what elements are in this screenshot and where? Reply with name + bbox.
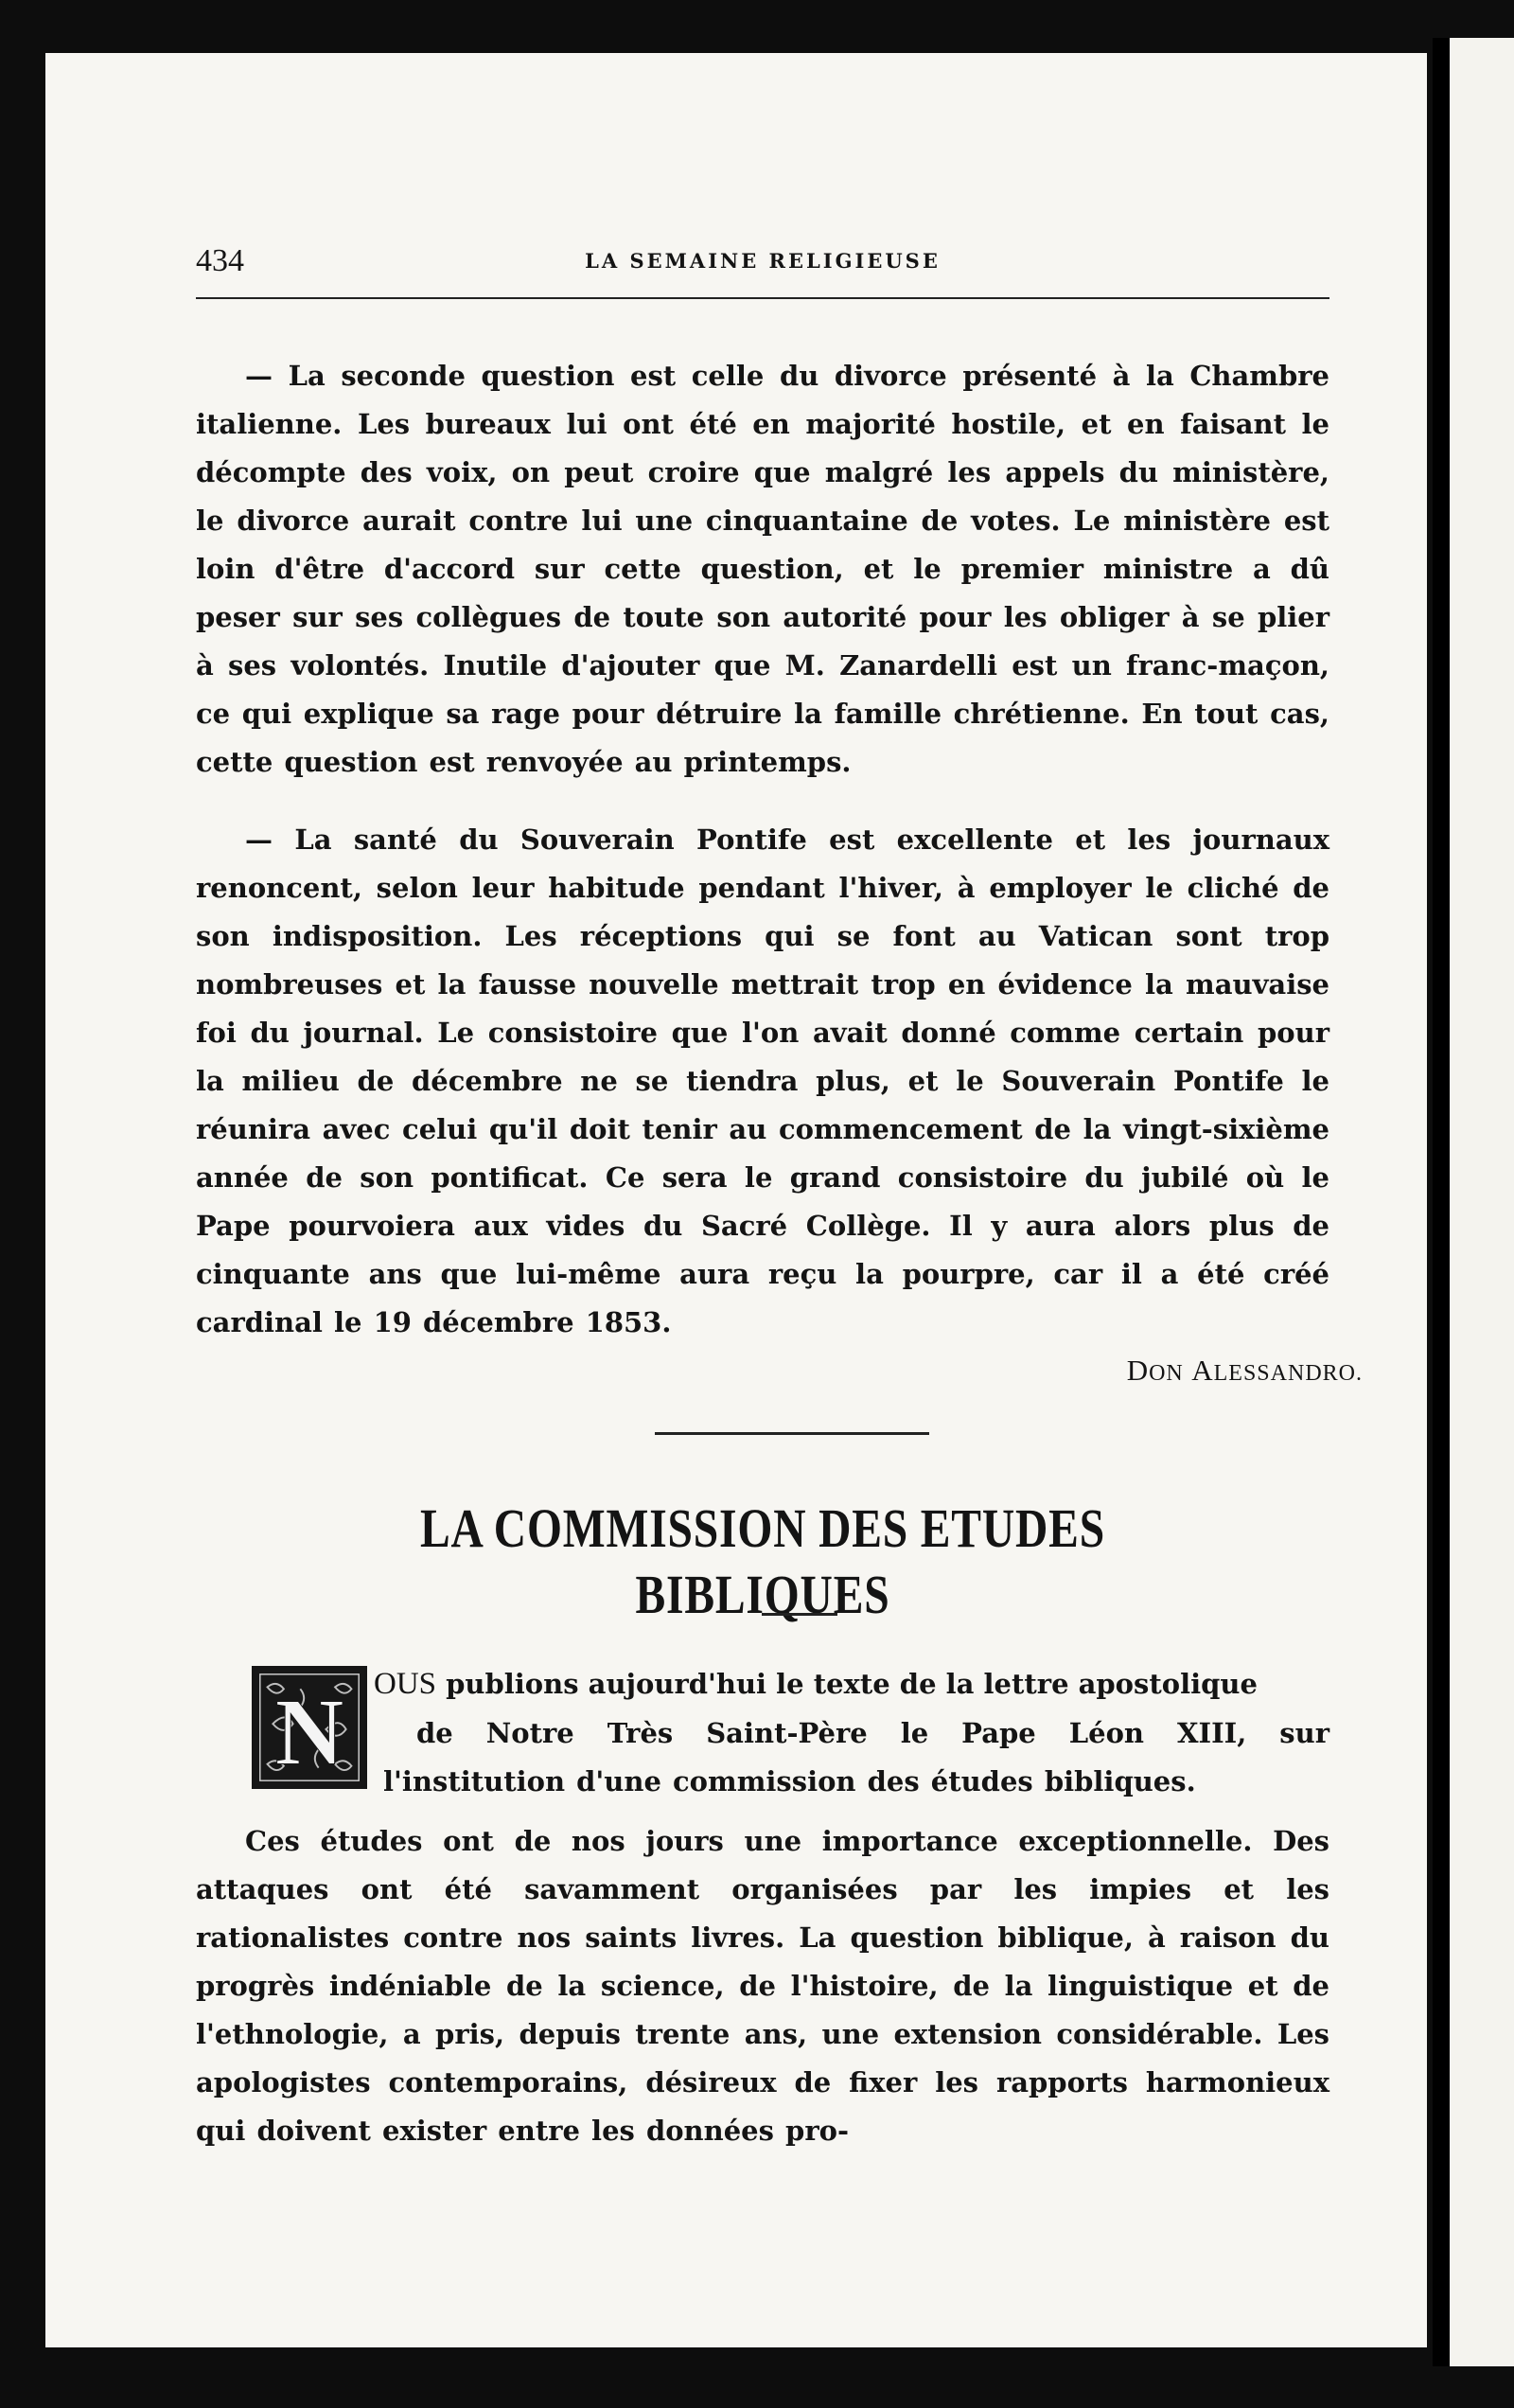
title-separator bbox=[762, 1613, 837, 1616]
paragraph-divorce: — La seconde question est celle du divorce présenté à la Chambre italienne. Les bureaux lui ont été en majorité hostile, et en faisant le décompte des voix, on peut croire que malgré les appels du ministère, le divorce aurait contre lui une cinquantaine de votes. Le ministère est loin d'être d'accord sur cette question, et le premier ministre a dû peser sur ses collègues de toute son autorité pour les obliger à se plier à ses volontés. Inutile d'ajouter que M. Zanardelli est un franc-maçon, ce qui explique sa rage pour détruire la famille chrétienne. En tout cas, cette question est renvoyée au printemps. bbox=[196, 360, 1329, 778]
dropcap-letter: N bbox=[274, 1678, 344, 1785]
page-header bbox=[196, 242, 1329, 280]
intro-line1-rest: publions aujourd'hui le texte de la lettre apostolique bbox=[436, 1668, 1258, 1700]
section-separator bbox=[655, 1432, 929, 1435]
signature-last-initial: A bbox=[1191, 1354, 1214, 1387]
intro-caps: OUS bbox=[374, 1667, 437, 1701]
signature bbox=[1127, 1352, 1363, 1392]
signature-first-initial: D bbox=[1126, 1354, 1150, 1387]
signature-first-rest: ON bbox=[1149, 1361, 1184, 1386]
intro-continuation: de Notre Très Saint-Père le Pape Léon XIII, sur l'institution d'une commission des études bibliques. bbox=[383, 1717, 1329, 1797]
intro-first-line bbox=[374, 1660, 1329, 1709]
ornament-icon bbox=[255, 1669, 364, 1786]
paragraph-etudes: Ces études ont de nos jours une importance exceptionnelle. Des attaques ont été savamment organisées par les impies et les rationalistes contre nos saints livres. La question biblique, à raison du progrès indéniable de la science, de l'histoire, de la linguistique et de l'ethnologie, a pris, depuis trente ans, une extension considérable. Les apologistes contemporains, désireux de fixer les rapports harmonieux qui doivent exister entre les données pro- bbox=[196, 1825, 1329, 2147]
facing-page-edge bbox=[1450, 38, 1514, 2366]
signature-last-rest: LESSANDRO. bbox=[1213, 1361, 1363, 1386]
page-number: 434 bbox=[196, 243, 244, 278]
header-rule bbox=[196, 297, 1329, 299]
paragraph-pontife: — La santé du Souverain Pontife est excellente et les journaux renoncent, selon leur habitude pendant l'hiver, à employer le cliché de son indisposition. Les réceptions qui se font au Vatican sont trop nombreuses et la fausse nouvelle mettrait trop en évidence la mauvaise foi du journal. Le consistoire que l'on avait donné comme certain pour la milieu de décembre ne se tiendra plus, et le Souverain Pontife le réunira avec celui qu'il doit tenir au commencement de la vingt-sixième année de son pontificat. Ce sera le grand consistoire du jubilé où le Pape pourvoiera aux vides du Sacré Collège. Il y aura alors plus de cinquante ans que lui-même aura reçu la pourpre, car il a été créé cardinal le 19 décembre 1853. bbox=[196, 823, 1329, 1338]
page-gutter-shadow bbox=[1433, 38, 1450, 2366]
section-title: LA COMMISSION DES ETUDES BIBLIQUES bbox=[419, 1497, 1106, 1625]
running-title: LA SEMAINE RELIGIEUSE bbox=[585, 249, 941, 273]
dropcap-ornament bbox=[252, 1666, 367, 1789]
